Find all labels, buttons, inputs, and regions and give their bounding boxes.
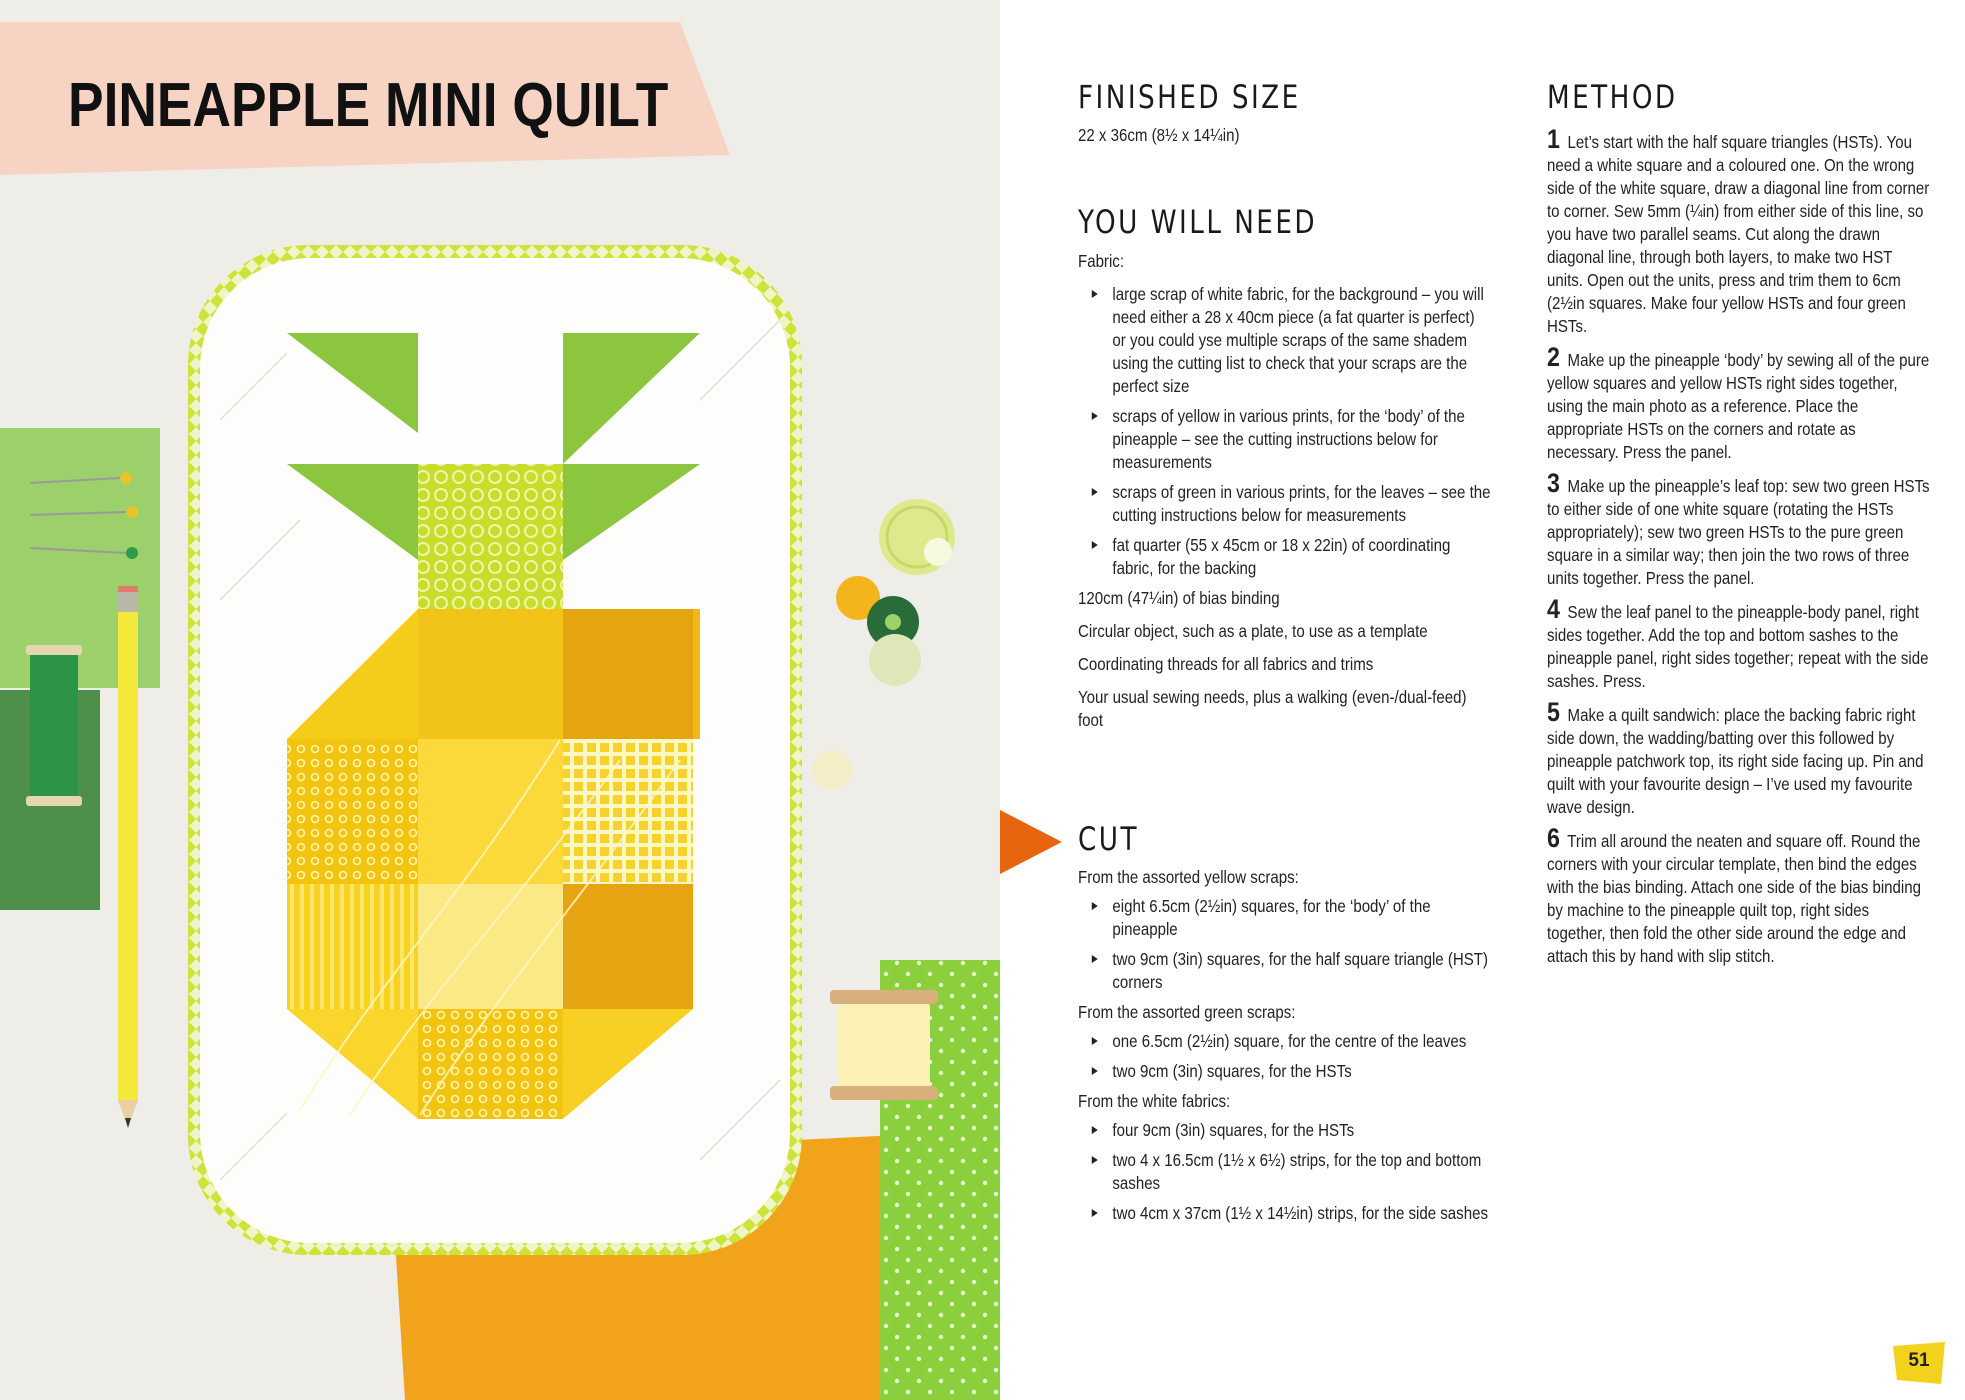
cut-arrow-icon [1000, 810, 1062, 874]
method-steps [1547, 124, 1931, 978]
step-number: 4 [1547, 594, 1560, 624]
fabric-bullets [1078, 283, 1491, 580]
page-title: PINEAPPLE MINI QUILT [68, 71, 669, 140]
cut-group-label: From the assorted green scraps: [1078, 1002, 1296, 1022]
cut-heading: CUT [1078, 820, 1139, 858]
fabric-label: Fabric: [1078, 251, 1124, 271]
list-item: fat quarter (55 x 45cm or 18 x 22in) of coordinating fabric, for the backing [1111, 534, 1491, 580]
list-item: two 9cm (3in) squares, for the HSTs [1111, 1060, 1491, 1083]
page-number: 51 [1908, 1350, 1930, 1371]
method-heading: METHOD [1547, 78, 1678, 116]
step-number: 6 [1547, 823, 1560, 853]
you-will-need-list [1078, 250, 1491, 742]
method-step [1547, 124, 1931, 338]
method-step [1547, 823, 1931, 968]
list-item: scraps of yellow in various prints, for the ‘body’ of the pineapple – see the cutting instructions below for measurements [1111, 405, 1491, 474]
extra-item: Coordinating threads for all fabrics and trims [1078, 654, 1374, 674]
method-step [1547, 342, 1931, 464]
finished-size-text [1078, 124, 1491, 157]
extra-item: Your usual sewing needs, plus a walking (even-/dual-feed) foot [1078, 687, 1467, 730]
list-item: eight 6.5cm (2½in) squares, for the ‘body’ of the pineapple [1111, 895, 1491, 941]
list-item: large scrap of white fabric, for the background – you will need either a 28 x 40cm piece (a fat quarter is perfect) or you could yse multiple scraps of the same shadem using the cutting list to check that your scraps are the perfect size [1111, 283, 1491, 398]
step-number: 5 [1547, 697, 1560, 727]
list-item: four 9cm (3in) squares, for the HSTs [1111, 1119, 1491, 1142]
finished-size-value: 22 x 36cm (8½ x 14¼in) [1078, 125, 1240, 145]
cut-group-white [1078, 1119, 1491, 1225]
step-text: Trim all around the neaten and square off. Round the corners with your circular template, then bind the edges with the bias binding. Attach one side of the bias binding by machine to the pineapple quilt top, right sides together, then fold the other side around the edge and attach this by hand with slip stitch. [1547, 831, 1922, 966]
list-item: one 6.5cm (2½in) square, for the centre of the leaves [1111, 1030, 1491, 1053]
cut-list [1078, 866, 1491, 1232]
list-item: two 4cm x 37cm (1½ x 14½in) strips, for the side sashes [1111, 1202, 1491, 1225]
step-text: Make up the pineapple ‘body’ by sewing all of the pure yellow squares and yellow HSTs right sides together, using the main photo as a reference. Place the appropriate HSTs on the corners and rotate as necessary. Press the panel. [1547, 350, 1930, 462]
list-item: two 9cm (3in) squares, for the half square triangle (HST) corners [1111, 948, 1491, 994]
extra-item: 120cm (47¼in) of bias binding [1078, 588, 1280, 608]
cut-group-green [1078, 1030, 1491, 1083]
list-item: scraps of green in various prints, for the leaves – see the cutting instructions below for measurements [1112, 482, 1491, 525]
finished-size-heading: FINISHED SIZE [1078, 78, 1301, 116]
step-text: Sew the leaf panel to the pineapple-body panel, right sides together. Add the top and bottom sashes to the pineapple panel, right sides together; repeat with the side sashes. Press. [1547, 602, 1929, 691]
step-number: 1 [1547, 124, 1560, 154]
step-number: 2 [1547, 342, 1560, 372]
list-item: two 4 x 16.5cm (1½ x 6½) strips, for the top and bottom sashes [1111, 1149, 1491, 1195]
step-text: Make a quilt sandwich: place the backing fabric right side down, the wadding/batting over this followed by pineapple patchwork top, its right side facing up. Pin and quilt with your favourite design – I’ve used my favourite wave design. [1547, 705, 1924, 817]
you-will-need-heading: YOU WILL NEED [1078, 203, 1318, 241]
method-step [1547, 594, 1931, 693]
method-step [1547, 697, 1931, 819]
cut-group-label: From the white fabrics: [1078, 1091, 1231, 1111]
step-number: 3 [1547, 468, 1560, 498]
cut-group-yellow [1078, 895, 1491, 994]
method-step [1547, 468, 1931, 590]
cut-group-label: From the assorted yellow scraps: [1078, 867, 1299, 887]
step-text: Let’s start with the half square triangles (HSTs). You need a white square and a coloured one. On the wrong side of the white square, draw a diagonal line from corner to corner. Sew 5mm (¼in) from either side of this line, so you have two parallel seams. Cut along the drawn diagonal line, through both layers, to make two HST units. Open out the units, press and trim them to 6cm (2½in squares. Make four yellow HSTs and four green HSTs. [1547, 132, 1930, 336]
step-text: Make up the pineapple’s leaf top: sew two green HSTs to either side of one white square (rotating the HSTs appropriately); sew two green HSTs to the pure green square in a similar way; then join the two rows of three units together. Press the panel. [1547, 476, 1930, 588]
extra-item: Circular object, such as a plate, to use as a template [1078, 621, 1428, 641]
